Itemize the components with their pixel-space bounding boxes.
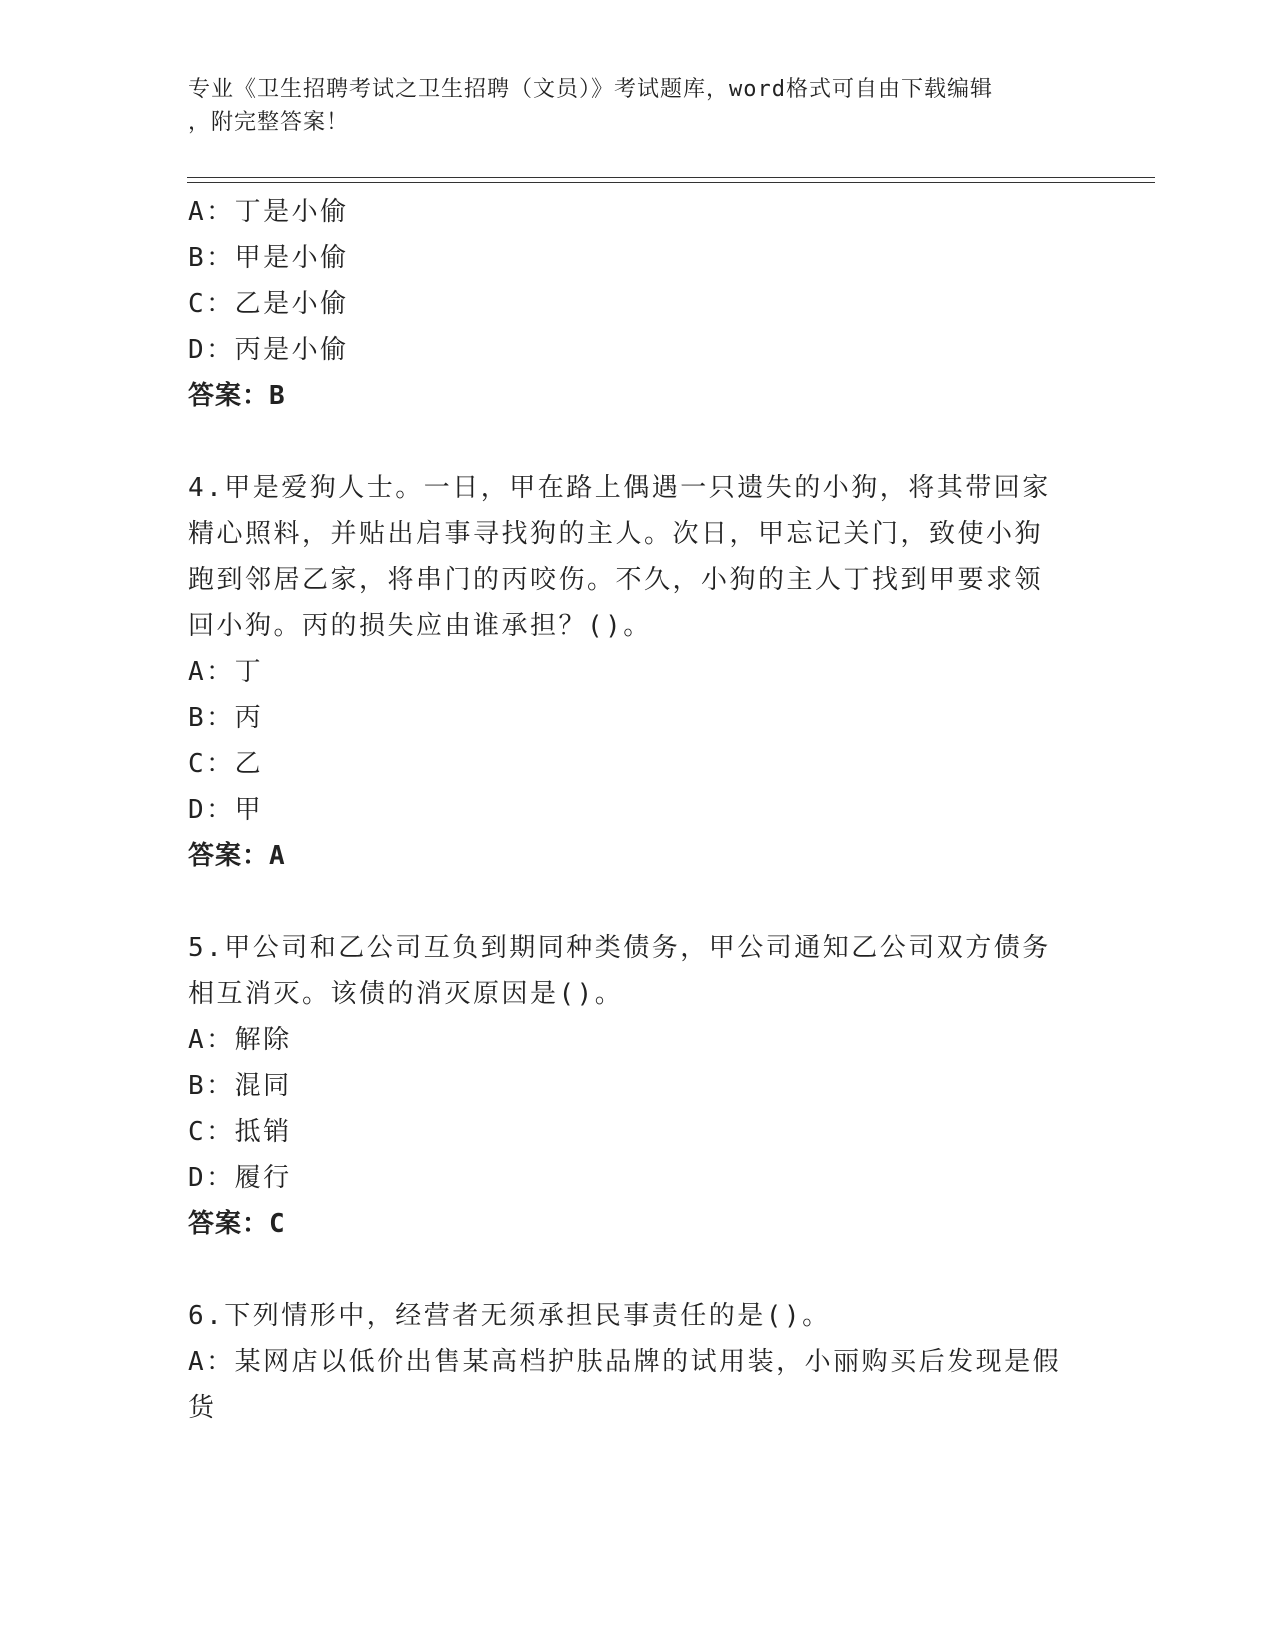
question-4 [188,465,1088,879]
option-c: C：乙是小偷 [188,289,349,319]
option-d: D：甲 [188,795,264,825]
question-text-line: 6.下列情形中，经营者无须承担民事责任的是()。 [188,1301,831,1331]
option-d: D：履行 [188,1163,292,1193]
question-5 [188,925,1088,1247]
question-text-line: 精心照料，并贴出启事寻找狗的主人。次日，甲忘记关门，致使小狗 [188,519,1044,549]
option-b: B：混同 [188,1071,292,1101]
option-b: B：丙 [188,703,264,733]
option-a: A：解除 [188,1025,292,1055]
answer-text: 答案：B [188,381,286,411]
option-a: A：丁 [188,657,264,687]
option-d: D：丙是小偷 [188,335,349,365]
option-a-continued: 货 [188,1393,217,1423]
question-content [188,189,1088,1431]
question-text-line: 跑到邻居乙家，将串门的丙咬伤。不久，小狗的主人丁找到甲要求领 [188,565,1044,595]
header-line-1: 专业《卫生招聘考试之卫生招聘（文员）》考试题库，word格式可自由下载编辑 [188,77,993,102]
document-header [188,73,1068,139]
question-text-line: 回小狗。丙的损失应由谁承担？()。 [188,611,652,641]
option-a: A：某网店以低价出售某高档护肤品牌的试用装，小丽购买后发现是假 [188,1347,1062,1377]
question-text-line: 5.甲公司和乙公司互负到期同种类债务，甲公司通知乙公司双方债务 [188,933,1051,963]
header-rule-bottom [187,182,1155,183]
option-a: A：丁是小偷 [188,197,349,227]
answer-text: 答案：A [188,841,286,871]
option-c: C：抵销 [188,1117,292,1147]
question-text-line: 相互消灭。该债的消灭原因是()。 [188,979,624,1009]
question-text-line: 4.甲是爱狗人士。一日，甲在路上偶遇一只遗失的小狗，将其带回家 [188,473,1051,503]
header-rule-top [187,177,1155,178]
question-6 [188,1293,1088,1431]
header-line-2: ，附完整答案！ [188,110,350,135]
question-3 [188,189,1088,419]
option-c: C：乙 [188,749,264,779]
answer-text: 答案：C [188,1209,286,1239]
option-b: B：甲是小偷 [188,243,349,273]
